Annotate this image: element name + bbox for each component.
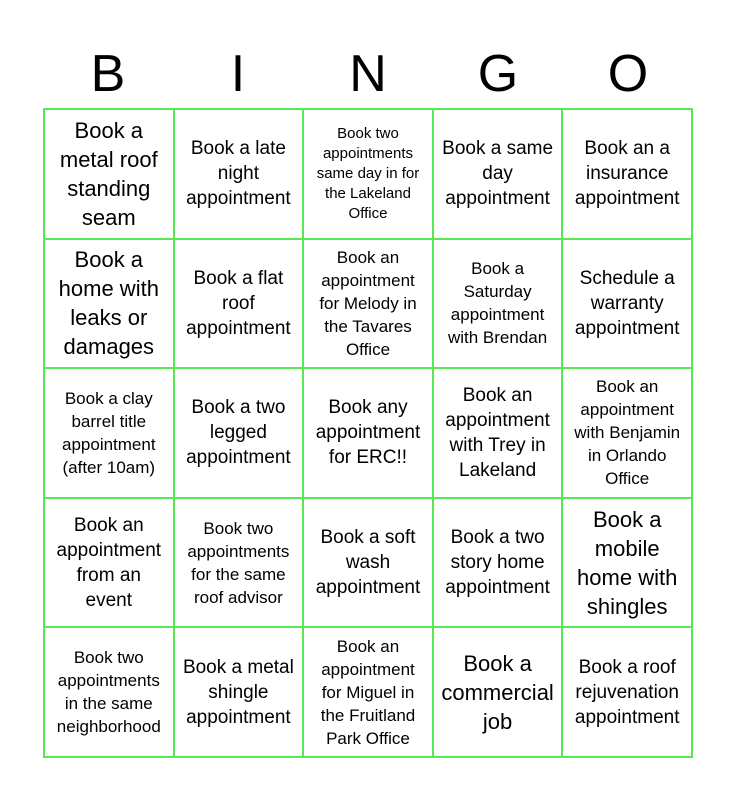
bingo-cell[interactable] xyxy=(562,368,692,498)
cell-text: Book an appointment with Trey in Lakeland xyxy=(445,384,550,481)
cell-text: Book a mobile home with shingles xyxy=(577,506,678,619)
bingo-cell[interactable] xyxy=(44,627,174,757)
header-letter-g: G xyxy=(477,45,519,103)
cell-text: Book two appointments in the same neighborhood xyxy=(56,648,161,737)
cell-text: Book a two legged appointment xyxy=(186,397,291,469)
bingo-cell[interactable] xyxy=(174,109,304,239)
cell-text: Book two appointments same day in for the Lakeland Office xyxy=(316,124,420,222)
bingo-cell[interactable] xyxy=(303,239,433,369)
cell-text: Schedule a warranty appointment xyxy=(574,267,680,339)
cell-text: Book an a insurance appointment xyxy=(574,138,680,210)
cell-text: Book an appointment for Melody in the Tavares Office xyxy=(319,247,417,359)
bingo-cell[interactable] xyxy=(562,498,692,628)
cell-text: Book an appointment from an event xyxy=(56,514,162,611)
cell-text: Book a late night appointment xyxy=(186,138,291,210)
cell-text: Book a home with leaks or damages xyxy=(58,247,159,360)
bingo-cell[interactable] xyxy=(433,239,563,369)
bingo-cell[interactable] xyxy=(433,498,563,628)
bingo-cell[interactable] xyxy=(174,368,304,498)
cell-text: Book a metal shingle appointment xyxy=(182,656,294,728)
cell-text: Book two appointments for the same roof advisor xyxy=(187,518,290,607)
bingo-cell[interactable] xyxy=(303,109,433,239)
bingo-cell[interactable] xyxy=(174,498,304,628)
bingo-cell[interactable] xyxy=(44,109,174,239)
cell-text: Book any appointment for ERC!! xyxy=(315,397,421,469)
bingo-cell[interactable] xyxy=(174,239,304,369)
cell-text: Book a soft wash appointment xyxy=(315,527,421,599)
cell-text: Book a flat roof appointment xyxy=(186,267,291,339)
header-letter-n: N xyxy=(349,45,387,103)
cell-text: Book a roof rejuvenation appointment xyxy=(574,656,680,728)
cell-text: Book a two story home appointment xyxy=(445,527,550,599)
bingo-cell[interactable] xyxy=(44,368,174,498)
header-letter-o: O xyxy=(607,45,649,103)
bingo-board xyxy=(43,108,693,758)
header-letter-i: I xyxy=(230,45,246,103)
bingo-cell[interactable] xyxy=(433,627,563,757)
cell-text: Book an appointment with Benjamin in Orlando Office xyxy=(574,377,681,489)
cell-text: Book a clay barrel title appointment (after 10am) xyxy=(62,388,156,477)
bingo-cell[interactable] xyxy=(44,239,174,369)
bingo-cell[interactable] xyxy=(562,627,692,757)
cell-text: Book a metal roof standing seam xyxy=(59,117,158,230)
cell-text: Book a Saturday appointment with Brendan xyxy=(447,259,548,348)
bingo-cell[interactable] xyxy=(562,239,692,369)
bingo-header xyxy=(43,40,693,108)
cell-text: Book a same day appointment xyxy=(442,138,554,210)
cell-text: Book an appointment for Miguel in the Fruitland Park Office xyxy=(320,636,416,748)
bingo-cell[interactable] xyxy=(433,109,563,239)
bingo-cell[interactable] xyxy=(303,498,433,628)
bingo-cell[interactable] xyxy=(562,109,692,239)
bingo-cell[interactable] xyxy=(174,627,304,757)
header-letter-b: B xyxy=(90,45,126,103)
bingo-cell[interactable] xyxy=(44,498,174,628)
cell-text: Book a commercial job xyxy=(441,650,554,734)
bingo-cell[interactable] xyxy=(303,368,433,498)
bingo-cell[interactable] xyxy=(433,368,563,498)
bingo-cell[interactable] xyxy=(303,627,433,757)
